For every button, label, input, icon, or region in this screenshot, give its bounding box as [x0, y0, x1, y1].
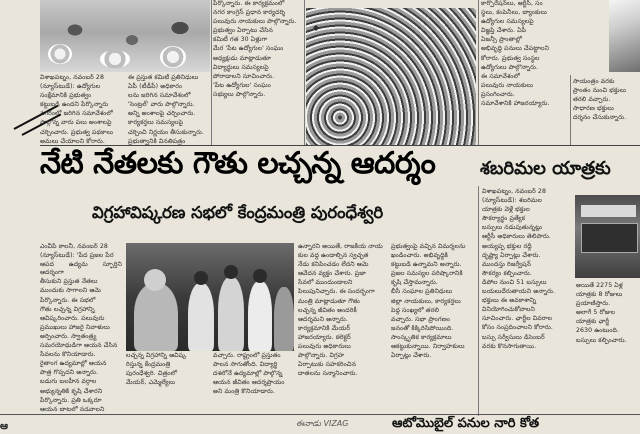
article-line: పేర్కొన్నారు. ఈ కార్యక్రమంలో: [213, 0, 285, 7]
article-line: గౌతు లచ్చన్న విగ్రహాన్ని: [40, 305, 95, 313]
article-line: యాత్రకు వెళ్లే భక్తుల: [482, 206, 530, 214]
article-line: డిపోల నుంచి 51 బస్సులు: [482, 278, 547, 286]
flower-garland-shape: [48, 44, 72, 64]
article-line: ఏర్పాట్లు చేశారు.: [391, 352, 432, 360]
article-line: సేవలను కొనియాడారు.: [40, 351, 96, 359]
article-line: నేడు కనిపించడం లేదని ఆమె: [298, 261, 369, 269]
article-line: అభ్యున్నతికి కృషి చేశారని: [40, 387, 103, 395]
main-article-col-2: [298, 243, 388, 413]
top-right-photo: [609, 0, 640, 72]
article-line: ఉన్నారని అయితే, రాజకీయ నాయ: [298, 243, 383, 250]
article-line: అభివృద్ధి పనులు చేపట్టాలని: [481, 45, 550, 53]
article-line: సంక్షేమానికి ప్రభుత్వం: [40, 92, 92, 100]
article-line: ప్రసంగించారు.: [481, 90, 515, 98]
source-stamp: ఈనాడు VIZAG: [296, 419, 349, 428]
article-line: విద్యార్థులు సమస్యలపై: [213, 63, 269, 71]
dignitary-head: [194, 271, 208, 285]
article-line: సౌకర్యార్థం ప్రత్యేక: [482, 215, 526, 223]
article-line: అని మంత్రి కొనియాడారు.: [213, 388, 275, 396]
article-line: అన్ని అంశాలపై చర్చించారు.: [128, 110, 196, 118]
dignitary-figure: [218, 277, 244, 351]
article-line: పాత్ర గొప్పదని అన్నారు.: [40, 369, 99, 377]
article-line: అధ్యక్షుడు మాట్లాడుతూ: [213, 54, 272, 62]
article-line: వచ్చారు. సభా ప్రాంగణం: [391, 315, 450, 323]
article-line: ముందస్తు రిజర్వేషన్: [482, 260, 531, 268]
article-line: దాతలను సన్మానించారు.: [298, 370, 358, 378]
article-line: ఆర్టీసీ అధికారులు తెలిపారు.: [482, 233, 551, 241]
article-line: ఆపద ఉద్యమ స్ఫూర్తిని ఆదర్శంగా: [40, 261, 122, 277]
article-line: ఆవేదన వ్యక్తం చేశారు. ప్రజా: [298, 270, 366, 278]
article-line: లచ్చన్న జీవితం అందరికీ: [298, 306, 357, 314]
column-rule: [211, 0, 212, 145]
main-article-col-5: [576, 282, 640, 414]
article-line: విశాఖపట్నం, నవంబర్ 28: [482, 188, 546, 195]
article-line: పాల్గొన్నారు. విగ్రహ: [298, 352, 345, 360]
footer-rule: [0, 414, 640, 415]
article-line: పలువురు అధికారులు: [298, 343, 351, 351]
photo-caption-2: [213, 352, 297, 414]
article-line: భక్తులు ఈ అవకాశాన్ని: [482, 297, 537, 305]
article-line: బడుగు బలహీన వర్గాల: [40, 378, 97, 386]
article-line: పెద్ద సంఖ్యలో తరలి: [391, 306, 440, 314]
statue-head: [144, 269, 166, 291]
article-line: విశాఖపట్నం, నవంబర్ 28: [40, 74, 104, 81]
article-line: ఏపీ (టీడీపీ) అధికారం: [128, 83, 183, 91]
article-line: బస్సు సర్వీసులు డిసెంబర్: [482, 333, 545, 341]
article-line: ప్రభుత్వానికి వినతిపత్రం: [128, 137, 186, 145]
article-line: విజ్ఞప్తి చేశారు. ఏపీ: [481, 27, 527, 35]
article-line: కట్టుబడి ఉన్నామని అన్నారు.: [391, 261, 462, 269]
article-line: పలువురు నాయకులు: [481, 81, 534, 89]
article-line: అయ్యప్ప భక్తుల రద్దీ: [482, 242, 532, 250]
article-line: కృషి చేస్తామన్నారు.: [391, 279, 438, 287]
article-line: పోరాడాలని సూచించారు.: [213, 72, 275, 80]
flower-garland-shape: [160, 46, 186, 68]
main-article-col-4: [482, 188, 574, 414]
article-line: ఖండించారు. అభివృద్ధికి: [391, 252, 449, 260]
article-line: నగర కాంగ్రెస్ ప్రధాన కార్యదర్శి: [213, 9, 286, 17]
article-line: పేర్కొన్నారు. ప్రతి ఒక్కరూ: [40, 396, 102, 404]
article-line: పురంధేశ్వరి. చిత్రంలో: [126, 370, 178, 378]
article-line: తరలి వచ్చారు.: [573, 96, 611, 104]
main-article-col-3: [391, 243, 477, 413]
column-rule: [478, 186, 479, 416]
column-rule: [478, 0, 479, 145]
article-line: యాత్రకు 8 రోజులు: [576, 291, 623, 299]
article-line: సాధారణ భక్తులు: [573, 105, 614, 113]
bus-window-strip: [581, 205, 636, 217]
main-article-col-1: [40, 243, 122, 413]
article-line: అలాగే 5 రోజుల: [576, 309, 616, 317]
article-top-right: [481, 0, 569, 145]
article-line: రిస్తున్న కేంద్రమంత్రి: [126, 361, 171, 369]
article-line: 2630 ఉంటుంది.: [576, 327, 620, 335]
main-headline: నేటి నేతలకు గౌతు లచ్చన్న ఆదర్శం: [40, 146, 436, 181]
article-line: కట్టుబడి ఉందని పేర్కొన్నారు: [40, 101, 109, 109]
article-line: పేర్కొన్నారు. ఈ సభలో: [40, 296, 96, 304]
article-line: ఎంవీపీ కాలనీ, నవంబర్ 28: [40, 243, 108, 250]
article-line: చర్చించారు. ప్రభుత్వ పథకాలు: [40, 128, 114, 136]
article-line: కార్పొరేషన్‌లు, ఆర్టీసీ, సం: [481, 0, 543, 7]
footer-left-text: ఆ: [0, 421, 8, 432]
side-headline: శబరిమల యాత్రకు: [480, 158, 611, 179]
statue-unveiling-photo: [126, 243, 294, 351]
article-top-mid-1: [213, 0, 303, 145]
photo-caption-1: [126, 352, 212, 414]
article-line: ఆదర్శమని అన్నారు.: [298, 315, 348, 323]
article-line: ఏర్పాటుకు సహకరించిన: [298, 361, 357, 369]
article-line: జిల్లా నాయకులు, కార్యకర్తలు: [391, 297, 461, 305]
article-top-far-right: [573, 78, 640, 145]
article-line: సూచించారు. ఛార్జీల వివరాల: [482, 315, 553, 323]
article-line: యాత్రకు ఛార్జీ: [576, 318, 610, 326]
article-line: కోరారు. ప్రభుత్వ సంస్థల: [481, 54, 540, 62]
article-line: 'పేట ఉద్యోగుల' సంఘం: [213, 81, 271, 89]
article-line: పాల్గొన్న వారు పలు అంశాలపై: [40, 119, 112, 127]
article-line: ఆయన బాటలో నడవాలని: [40, 405, 105, 413]
article-line: జనంతో కిక్కిరిసిపోయింది.: [391, 324, 454, 332]
article-line: కార్యక్రమానికి మేయర్: [298, 324, 351, 332]
article-line: ప్రాంతం నుంచి భక్తులు: [573, 87, 627, 95]
statue-figure: [134, 283, 178, 351]
article-line: లను జరిగిన సమావేశంలో: [128, 92, 191, 100]
crowd-photo: [306, 8, 476, 145]
article-line: (న్యూస్‌టుడే): శబరిమల: [482, 197, 542, 205]
article-line: చర్చించి నిర్ణయం తీసుకున్నారు.: [128, 128, 205, 136]
article-line: సేవలో ముందుండాలని: [298, 279, 353, 287]
article-line: సభ్యులు పాల్గొన్నారు.: [213, 90, 266, 98]
article-line: ఈ సమావేశంలో: [481, 72, 520, 80]
article-line: ఆయన జీవితం ఆదర్శప్రాయం: [213, 379, 285, 387]
article-line: అమలు చేయాలని కోరారు.: [40, 137, 105, 145]
top-left-photo: [40, 0, 210, 72]
article-line: అయితే 2275 ఏళ్ల: [576, 282, 623, 289]
bus-windshield: [581, 223, 638, 253]
article-line: ఈ ప్రస్తుత కమిటీ ప్రతినిధులు: [128, 74, 199, 81]
article-top-left: [40, 74, 126, 146]
article-line: ప్రభుత్వం ఏర్పాటు చేసిన: [213, 27, 273, 35]
article-line: రైతాంగ ఉద్యమాల్లో ఆయన: [40, 360, 107, 368]
article-line: ఏజన్సీ ప్రాంతాల్లో: [481, 36, 522, 44]
article-line: (న్యూస్‌టుడే): 'పేద ప్రజల పేర: [40, 252, 114, 260]
article-line: కోసం సంప్రదించాలని కోరారు.: [482, 324, 553, 332]
article-line: వచ్చారు. రాష్ట్రంలో ప్రస్తుతం: [213, 352, 281, 359]
article-line: మేయర్, ఎమ్మెల్యేలు: [126, 379, 176, 387]
article-line: సమావేశానికి హాజరయ్యారు.: [481, 100, 550, 108]
article-line: 'సెంట్రల్' వారు పాల్గొన్నారు.: [128, 101, 195, 109]
flower-garland-shape: [100, 50, 130, 68]
article-line: వినియోగించుకోవాలని: [482, 306, 535, 314]
article-line: లచ్చన్న విగ్రహాన్ని ఆవిష్క: [126, 352, 187, 359]
article-line: సమరయోధుడిగా ఆయన చేసిన: [40, 342, 118, 350]
article-line: సాయంత్రం వరకు: [573, 78, 615, 85]
article-line: ఉద్యోగులు పాల్గొన్నారు.: [481, 63, 539, 71]
article-line: ప్రజల సమస్యల పరిష్కారానికి: [391, 270, 463, 278]
article-line: దశలోనే ఉద్యమాల్లో పాల్గొన్న: [213, 370, 283, 378]
article-line: ఉద్యోగుల సమస్యలపై: [481, 18, 534, 26]
dignitary-figure: [274, 287, 294, 351]
article-line: మేర 'పేట ఉద్యోగుల' సంఘం: [213, 45, 284, 53]
dignitary-figure: [188, 283, 214, 351]
article-line: అర్పించారు. స్వాతంత్ర్య: [40, 332, 97, 340]
article-line: పాలన సాగుతోంది. విద్యార్థి: [213, 361, 278, 369]
article-line: బస్సులు కల్పించారు.: [576, 336, 627, 344]
article-line: ఆకట్టుకున్నాయి. నిర్వాహకులు: [391, 343, 465, 351]
article-line: హాజరయ్యారు. కలెక్టర్: [298, 333, 351, 341]
article-line: వరకు కొనసాగుతాయి.: [482, 342, 537, 350]
article-line: పిలుపునిచ్చారు. ఈ సందర్భంగా: [298, 288, 375, 296]
article-line: నగరంలో జరిగిన సమావేశంలో: [40, 110, 113, 118]
article-line: ప్రభుత్వంపై వచ్చిన విమర్శలను: [391, 243, 466, 250]
dignitary-head: [224, 265, 238, 279]
article-line: కుల వద్ద ఉండాల్సిన స్వచ్ఛత: [298, 252, 369, 260]
article-line: సౌకర్యం కల్పించారు.: [482, 269, 532, 277]
column-rule: [570, 75, 571, 145]
bus-photo: [575, 195, 640, 278]
article-top-mid-2: [128, 74, 210, 146]
article-line: మంత్రి మాట్లాడుతూ గౌతు: [298, 297, 360, 305]
article-line: స్థలు, కంపెనీలు, బ్యాంకులు: [481, 9, 548, 17]
article-line: ప్రముఖులు హాజరై నివాళులు: [40, 323, 110, 331]
article-line: దృష్ట్యా ఏర్పాట్లు చేశారు.: [482, 251, 541, 259]
article-line: దర్శనం చేసుకున్నారు.: [573, 114, 627, 122]
article-line: ఆవిష్కరించారు. పలువురు: [40, 314, 105, 322]
article-line: తీసుకుని ప్రస్తుత నేతలు: [40, 278, 98, 286]
article-line: కమిటీ గత 30 ఏళ్లుగా: [213, 36, 268, 44]
article-line: (న్యూస్‌టుడే): ఉద్యోగుల: [40, 83, 101, 91]
article-line: పలువురు నాయకులు పాల్గొన్నారు.: [213, 18, 297, 26]
article-line: ముందుకు సాగాలని ఆమె: [40, 287, 102, 295]
article-line: బీసీ సంఘాల ప్రతినిధులు: [391, 288, 453, 296]
column-rule: [304, 0, 305, 145]
dignitary-head: [253, 269, 267, 283]
article-line: బస్సులు నడుపుతున్నట్లు: [482, 224, 543, 232]
article-line: ప్రయాణిస్తారు.: [576, 300, 611, 308]
footer-headline: ఆటోమొబైల్ పనుల నారి కోత: [392, 416, 540, 431]
dignitary-figure: [248, 281, 272, 351]
article-line: బయలుదేరుతాయని అన్నారు.: [482, 288, 556, 296]
article-line: సాంస్కృతిక కార్యక్రమాలు: [391, 333, 452, 341]
article-line: కార్యకర్తలు సమస్యలపై: [128, 119, 184, 127]
main-subheadline: విగ్రహావిష్కరణ సభలో కేంద్రమంత్రి పురంధేశ్వరి: [92, 203, 384, 222]
